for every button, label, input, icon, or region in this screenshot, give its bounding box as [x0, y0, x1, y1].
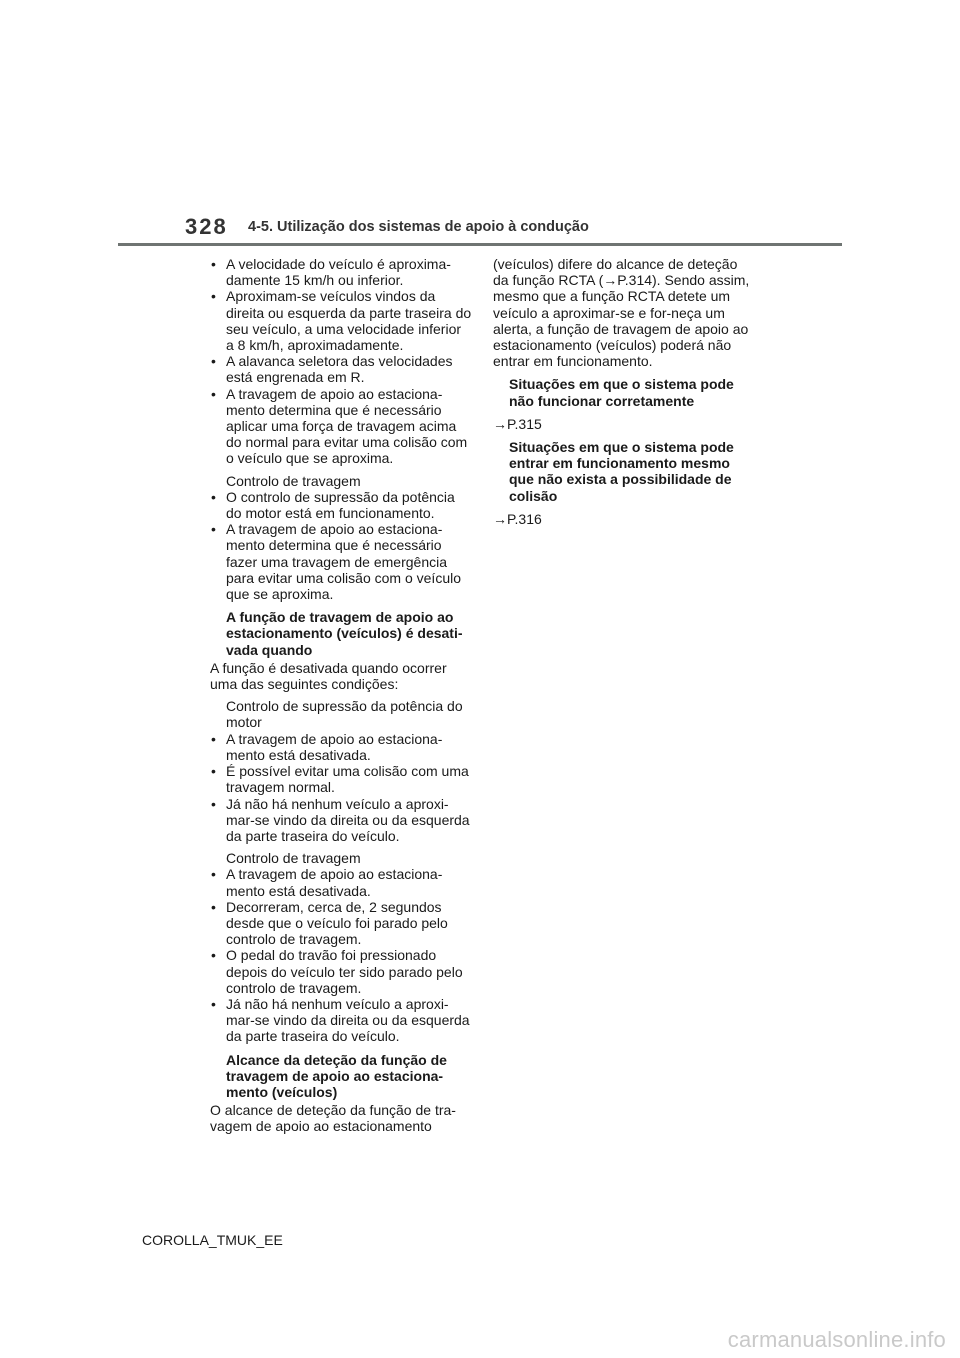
watermark: carmanualsonline.info [727, 1327, 946, 1352]
list-item: • Já não há nenhum veículo a aproxi-mar-se vindo da direita ou da esquerda da parte traseira do veículo. [210, 996, 472, 1045]
heading-deactivation: A função de travagem de apoio ao estacionamento (veículos) é desati-vada quando [226, 609, 463, 658]
list-item: • Já não há nenhum veículo a aproxi-mar-se vindo da direita ou da esquerda da parte traseira do veículo. [210, 796, 472, 845]
header-divider [118, 243, 842, 246]
list-item: • A alavanca seletora das velocidades está engrenada em R. [210, 353, 472, 385]
list-item: • O pedal do travão foi pressionado depois do veículo ter sido parado pelo controlo de travagem. [210, 947, 472, 996]
left-column [210, 256, 472, 1135]
list-item: • É possível evitar uma colisão com uma travagem normal. [210, 763, 472, 795]
list-item: • Decorreram, cerca de, 2 segundos desde que o veículo foi parado pelo controlo de travagem. [210, 899, 472, 948]
heading-may-not-work: Situações em que o sistema pode não funcionar corretamente [509, 376, 734, 409]
heading-may-activate: Situações em que o sistema pode entrar em funcionamento mesmo que não exista a possibilidade de colisão [509, 439, 734, 504]
paragraph: O alcance de deteção da função de tra-vagem de apoio ao estacionamento [210, 1102, 456, 1135]
subheading-braking-control: Controlo de travagem [226, 472, 361, 489]
list-item: • A travagem de apoio ao estaciona-mento determina que é necessário aplicar uma força de travagem acima do normal para evitar uma colisão com o veículo que se aproxima. [210, 386, 472, 467]
list-item: • A travagem de apoio ao estaciona-mento está desativada. [210, 866, 472, 898]
subheading-power-suppression: Controlo de supressão da potência do motor [226, 698, 463, 731]
paragraph: A função é desativada quando ocorrer uma das seguintes condições: [210, 659, 447, 693]
section-title: 4-5. Utilização dos sistemas de apoio à condução [248, 219, 589, 235]
bullet-list [210, 731, 472, 844]
page-number: 328 [185, 214, 228, 239]
list-item: • Aproximam-se veículos vindos da direita ou esquerda da parte traseira do seu veículo, a uma velocidade inferior a 8 km/h, aproximadamente. [210, 288, 472, 353]
list-item: • A velocidade do veículo é aproxima-damente 15 km/h ou inferior. [210, 256, 472, 288]
list-item: • O controlo de supressão da potência do motor está em funcionamento. [210, 489, 472, 521]
page-reference-link[interactable]: →P.316 [493, 510, 542, 527]
heading-detection-range: Alcance da deteção da função de travagem de apoio ao estaciona-mento (veículos) [226, 1051, 447, 1100]
bullet-list [210, 489, 472, 602]
list-item: • A travagem de apoio ao estaciona-mento determina que é necessário fazer uma travagem de emergência para evitar uma colisão com o veículo que se aproxima. [210, 521, 472, 602]
list-item: • A travagem de apoio ao estaciona-mento está desativada. [210, 731, 472, 763]
bullet-list [210, 866, 472, 1044]
paragraph: (veículos) difere do alcance de deteção da função RCTA (→P.314). Sendo assim, mesmo que a função RCTA detete um veículo a aproximar-se e for-neça um alerta, a função de travagem de apoio ao estacionamento (veículos) poderá não entrar em funcionamento. [493, 256, 750, 370]
bullet-list [210, 256, 472, 467]
page-header [0, 0, 960, 250]
document-code: COROLLA_TMUK_EE [142, 1232, 283, 1248]
right-column [493, 256, 755, 527]
subheading-braking-control: Controlo de travagem [226, 850, 361, 867]
page-reference-link[interactable]: →P.315 [493, 415, 542, 432]
